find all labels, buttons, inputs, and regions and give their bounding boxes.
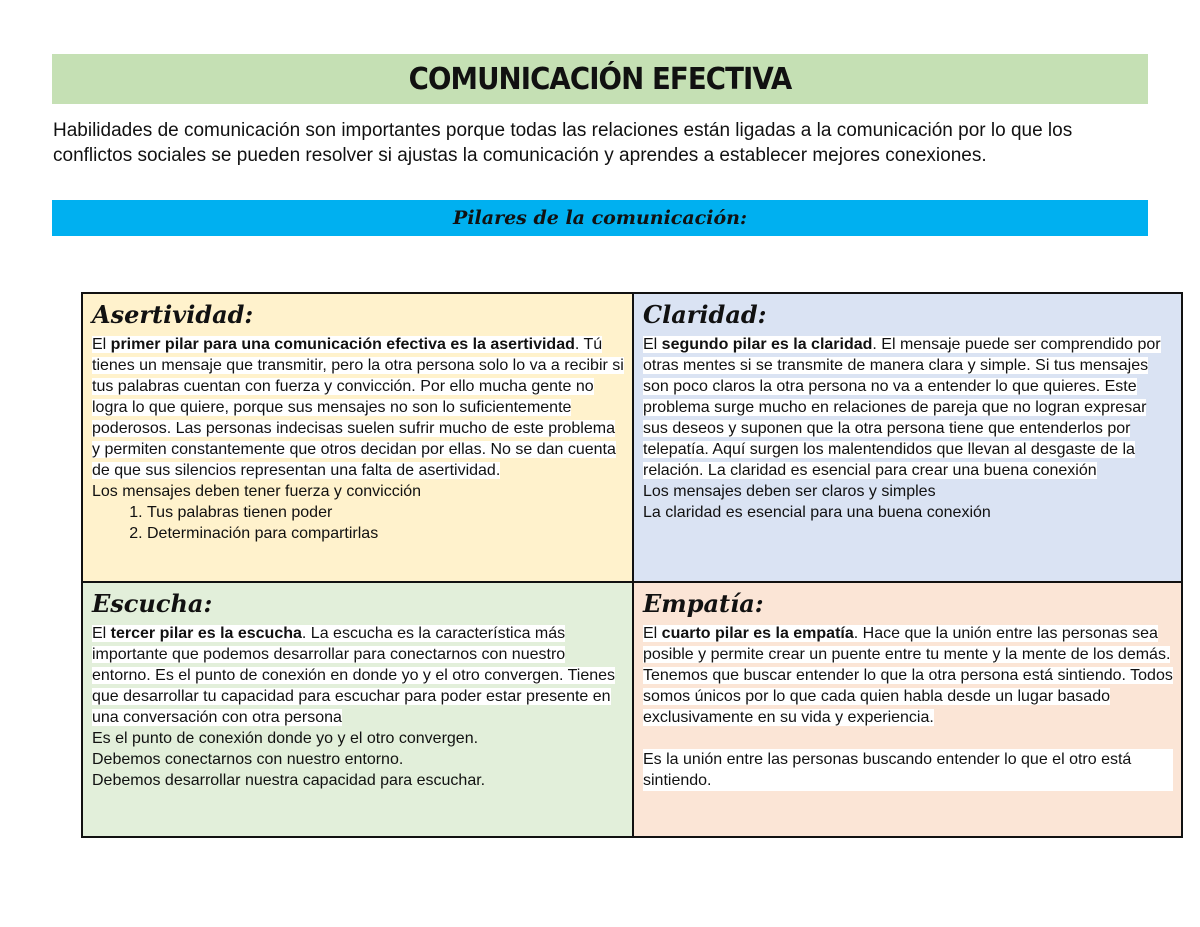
cell-title-claridad: Claridad:: [643, 300, 767, 329]
empatia-paragraph: [643, 623, 1173, 728]
page-title: COMUNICACIÓN EFECTIVA: [408, 61, 792, 97]
claridad-pre: El: [643, 336, 662, 353]
escucha-bold: tercer pilar es la escucha: [110, 625, 302, 642]
asertividad-rest: . Tú tienes un mensaje que transmitir, pero la otra persona solo lo va a recibir si tus palabras cuentan con fuerza y convicción. Por ello mucha gente no logra lo que quiere, porque sus mensajes no son lo suficientemente poderosos. Las personas indecisas suelen sufrir mucho de este problema y permiten constantemente que otros decidan por ellas. No se dan cuenta de que sus silencios representan una falta de asertividad.: [92, 336, 624, 479]
cell-claridad: [634, 294, 1181, 583]
list-item: 1. Tus palabras tienen poder: [147, 502, 624, 523]
pillars-banner: [52, 200, 1148, 236]
escucha-rest: . La escucha es la característica más importante que podemos desarrollar para conectarnos con nuestro entorno. Es el punto de conexión en donde yo y el otro convergen. Tienes que desarrollar tu capacidad para escuchar para poder estar presente en una conversación con otra persona: [92, 625, 616, 726]
intro-paragraph: Habilidades de comunicación son importantes porque todas las relaciones están ligadas a la comunicación por lo que los conflictos sociales se pueden resolver si ajustas la comunicación y aprendes a establecer mejores conexiones.: [53, 120, 1073, 166]
claridad-summary-1: Los mensajes deben ser claros y simples: [643, 483, 936, 500]
cell-title-empatia: Empatía:: [643, 589, 764, 618]
empatia-summary: Es la unión entre las personas buscando entender lo que el otro está sintiendo.: [643, 749, 1173, 791]
list-item: 2. Determinación para compartirlas: [147, 523, 624, 544]
title-banner: [52, 54, 1148, 104]
escucha-summary-3: Debemos desarrollar nuestra capacidad para escuchar.: [92, 772, 486, 789]
cell-title-escucha: Escucha:: [92, 589, 213, 618]
claridad-rest: . El mensaje puede ser comprendido por otras mentes si se transmite de manera clara y simple. Si tus mensajes son poco claros la otra persona no va a entender lo que quieres. Este problema surge mucho en relaciones de pareja que no logran expresar sus deseos y suponen que la otra persona tiene que entenderlos por telepatía. Aquí surgen los malentendidos que llevan al desgaste de la relación. La claridad es esencial para crear una buena conexión: [643, 336, 1161, 479]
asertividad-pre: El: [92, 336, 111, 353]
empatia-spacer: [643, 728, 1173, 749]
pillars-heading: Pilares de la comunicación:: [453, 207, 747, 229]
escucha-paragraph: [92, 623, 624, 728]
claridad-paragraph: [643, 334, 1173, 481]
pillars-table: [81, 292, 1183, 838]
cell-asertividad: [83, 294, 634, 583]
claridad-summary-2: La claridad es esencial para una buena conexión: [643, 504, 991, 521]
claridad-bold: segundo pilar es la claridad: [661, 336, 873, 353]
escucha-pre: El: [92, 625, 111, 642]
escucha-summary-1: Es el punto de conexión donde yo y el otro convergen.: [92, 730, 479, 747]
asertividad-summary: Los mensajes deben tener fuerza y convicción: [92, 483, 422, 500]
escucha-summary-2: Debemos conectarnos con nuestro entorno.: [92, 751, 404, 768]
cell-escucha: [83, 583, 634, 836]
asertividad-list: [92, 502, 624, 544]
empatia-bold: cuarto pilar es la empatía: [661, 625, 854, 642]
asertividad-bold: primer pilar para una comunicación efectiva es la asertividad: [110, 336, 575, 353]
cell-title-asertividad: Asertividad:: [92, 300, 254, 329]
asertividad-paragraph: [92, 334, 624, 481]
empatia-pre: El: [643, 625, 662, 642]
empatia-rest: . Hace que la unión entre las personas sea posible y permite crear un puente entre tu mente y la mente de los demás. Tenemos que buscar entender lo que la otra persona está sintiendo. Todos somos únicos por lo que cada quien habla desde un lugar basado exclusivamente en su vida y experiencia.: [643, 625, 1173, 726]
cell-empatia: [634, 583, 1181, 836]
